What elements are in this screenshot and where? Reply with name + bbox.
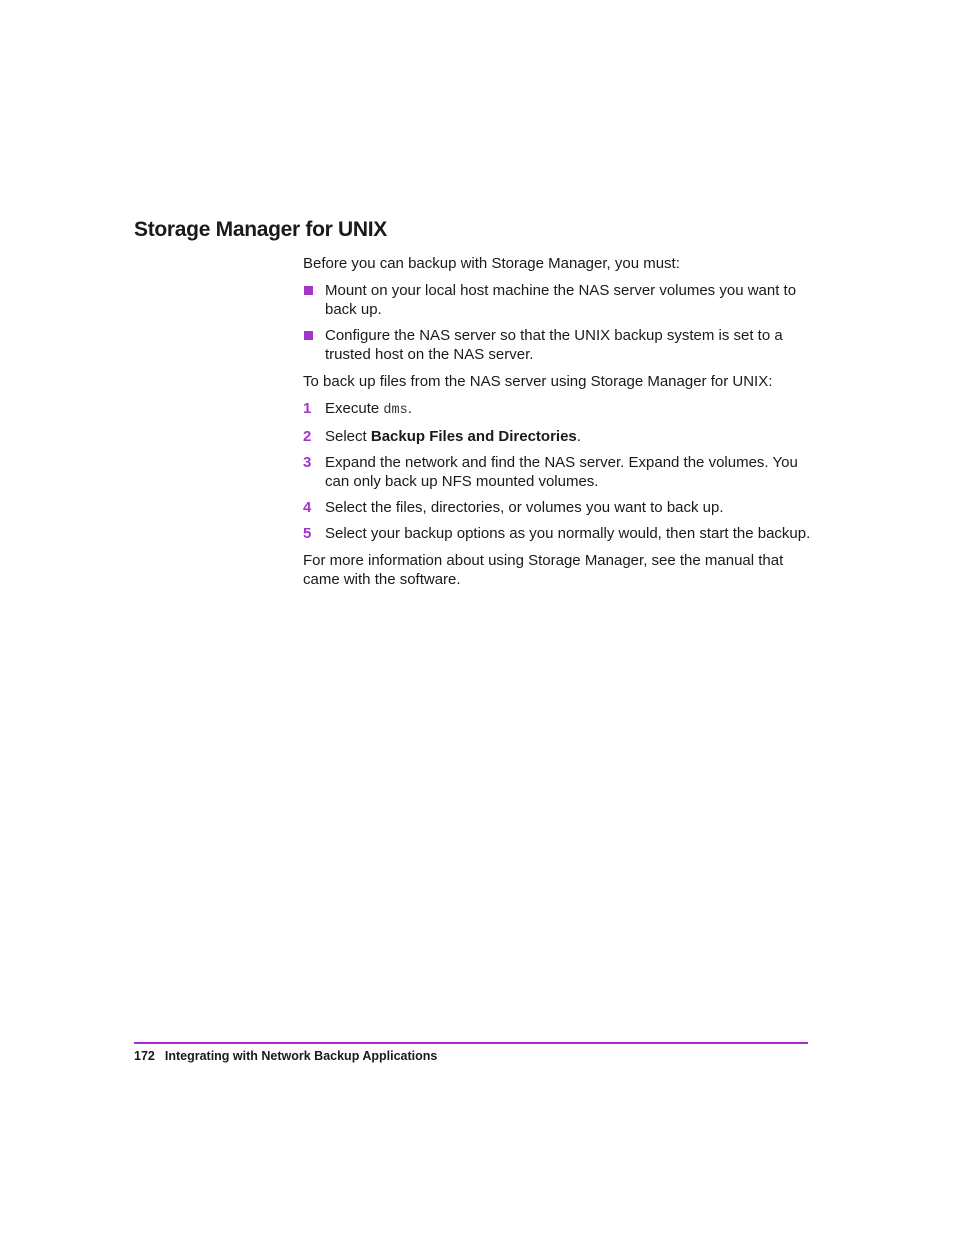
square-bullet-icon bbox=[304, 331, 313, 340]
step-number: 3 bbox=[303, 454, 312, 471]
step-text: Select the files, directories, or volumes you want to back up. bbox=[325, 499, 724, 516]
page-footer bbox=[134, 1049, 437, 1063]
steps-intro-paragraph: To back up files from the NAS server using Storage Manager for UNIX: bbox=[303, 373, 773, 390]
intro-paragraph: Before you can backup with Storage Manager, you must: bbox=[303, 255, 680, 272]
step-text-end: . bbox=[407, 400, 412, 417]
section-body bbox=[303, 254, 813, 597]
page-number: 172 bbox=[134, 1049, 155, 1063]
footer-divider bbox=[134, 1042, 808, 1044]
step-number: 5 bbox=[303, 525, 312, 542]
step-number: 2 bbox=[303, 428, 312, 445]
prerequisite-list bbox=[303, 281, 813, 364]
step-item bbox=[303, 524, 813, 543]
closing-paragraph: For more information about using Storage Manager, see the manual that came with the software. bbox=[303, 552, 784, 588]
section-title: Storage Manager for UNIX bbox=[134, 218, 388, 241]
step-text: Expand the network and find the NAS server. Expand the volumes. You can only back up NFS mounted volumes. bbox=[325, 454, 798, 490]
step-text: Select your backup options as you normally would, then start the backup. bbox=[325, 525, 811, 542]
list-item bbox=[303, 326, 813, 364]
step-text: Select bbox=[325, 428, 371, 445]
step-text-end: . bbox=[576, 428, 581, 445]
steps-list bbox=[303, 399, 813, 543]
step-number: 1 bbox=[303, 400, 312, 417]
square-bullet-icon bbox=[304, 286, 313, 295]
list-item-text: Configure the NAS server so that the UNIX backup system is set to a trusted host on the NAS server. bbox=[325, 327, 783, 363]
step-number: 4 bbox=[303, 499, 312, 516]
step-item bbox=[303, 399, 813, 420]
step-item bbox=[303, 427, 813, 446]
step-item bbox=[303, 498, 813, 517]
list-item-text: Mount on your local host machine the NAS server volumes you want to back up. bbox=[325, 282, 797, 318]
list-item bbox=[303, 281, 813, 319]
chapter-title: Integrating with Network Backup Applications bbox=[164, 1049, 438, 1063]
menu-option-label: Backup Files and Directories bbox=[370, 428, 577, 445]
step-item bbox=[303, 453, 813, 491]
step-text: Execute bbox=[325, 400, 384, 417]
command-code: dms bbox=[383, 403, 408, 418]
